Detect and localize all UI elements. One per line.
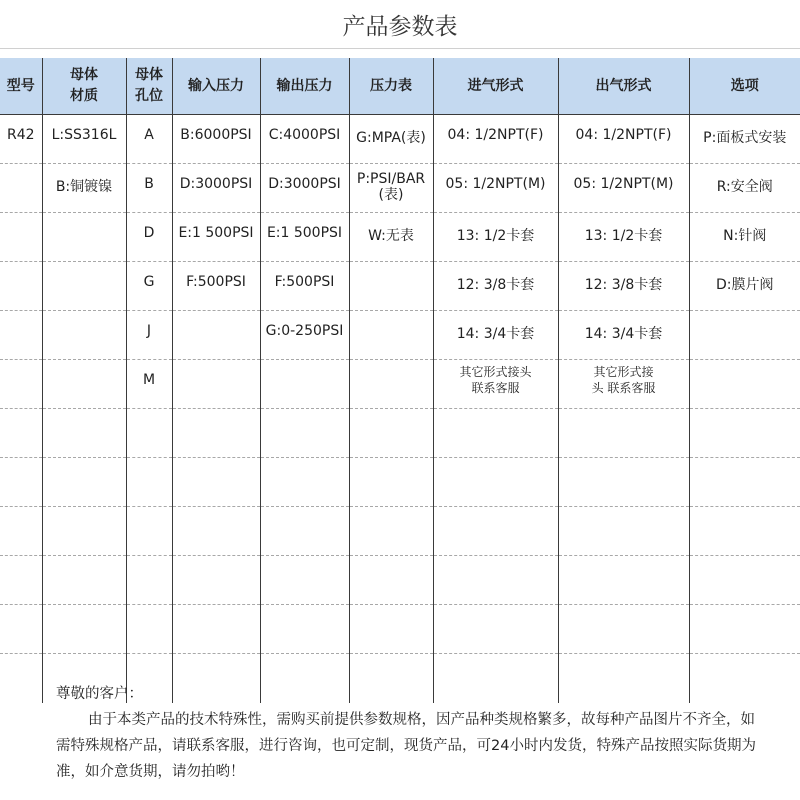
table-row [0, 213, 800, 262]
cell-gauge: W:无表 [349, 213, 433, 262]
cell-gauge [349, 605, 433, 654]
cell-output-pressure: G:0-250PSI [260, 311, 349, 360]
cell-options: N:针阀 [689, 213, 800, 262]
cell-inlet-type: 13: 1/2卡套 [433, 213, 558, 262]
cell-outlet-type: 05: 1/2NPT(M) [558, 164, 689, 213]
cell-gauge [349, 409, 433, 458]
cell-gauge [349, 360, 433, 409]
cell-model [0, 458, 42, 507]
cell-gauge: P:PSI/BAR (表) [349, 164, 433, 213]
table-row [0, 605, 800, 654]
cell-outlet-type: 12: 3/8卡套 [558, 262, 689, 311]
header-body-ports: 母体孔位 [126, 58, 172, 115]
cell-inlet-type [433, 409, 558, 458]
table-row [0, 409, 800, 458]
cell-outlet-type [558, 458, 689, 507]
cell-options [689, 556, 800, 605]
cell-body-ports [126, 458, 172, 507]
cell-input-pressure: D:3000PSI [172, 164, 260, 213]
cell-output-pressure [260, 507, 349, 556]
cell-input-pressure: F:500PSI [172, 262, 260, 311]
cell-input-pressure [172, 409, 260, 458]
cell-output-pressure [260, 556, 349, 605]
cell-inlet-type [433, 458, 558, 507]
cell-options [689, 311, 800, 360]
cell-output-pressure: D:3000PSI [260, 164, 349, 213]
cell-output-pressure [260, 605, 349, 654]
cell-model [0, 654, 42, 703]
table-row [0, 115, 800, 164]
cell-output-pressure [260, 458, 349, 507]
cell-body-material [42, 311, 126, 360]
cell-body-material [42, 507, 126, 556]
cell-body-material [42, 213, 126, 262]
cell-options: P:面板式安装 [689, 115, 800, 164]
cell-body-material [42, 360, 126, 409]
cell-output-pressure: E:1 500PSI [260, 213, 349, 262]
cell-output-pressure: F:500PSI [260, 262, 349, 311]
cell-body-ports [126, 409, 172, 458]
cell-body-ports [126, 507, 172, 556]
cell-model [0, 262, 42, 311]
cell-gauge [349, 458, 433, 507]
cell-outlet-type: 14: 3/4卡套 [558, 311, 689, 360]
cell-options [689, 360, 800, 409]
cell-options [689, 507, 800, 556]
table-row [0, 556, 800, 605]
cell-body-material [42, 409, 126, 458]
cell-inlet-type: 14: 3/4卡套 [433, 311, 558, 360]
cell-body-material [42, 262, 126, 311]
cell-body-ports: D [126, 213, 172, 262]
cell-body-material [42, 605, 126, 654]
cell-input-pressure [172, 360, 260, 409]
cell-body-ports: G [126, 262, 172, 311]
cell-inlet-type: 12: 3/8卡套 [433, 262, 558, 311]
cell-body-material: B:铜镀镍 [42, 164, 126, 213]
cell-body-ports [126, 556, 172, 605]
cell-model [0, 164, 42, 213]
cell-inlet-type [433, 507, 558, 556]
cell-outlet-type: 04: 1/2NPT(F) [558, 115, 689, 164]
cell-input-pressure: B:6000PSI [172, 115, 260, 164]
cell-gauge [349, 311, 433, 360]
cell-outlet-type [558, 605, 689, 654]
cell-model: R42 [0, 115, 42, 164]
table-row [0, 458, 800, 507]
table-row [0, 360, 800, 409]
cell-body-material [42, 458, 126, 507]
cell-options: D:膜片阀 [689, 262, 800, 311]
cell-input-pressure [172, 311, 260, 360]
cell-model [0, 556, 42, 605]
header-options: 选项 [689, 58, 800, 115]
cell-outlet-type: 13: 1/2卡套 [558, 213, 689, 262]
notice-greeting: 尊敬的客户： [56, 686, 143, 702]
title-spacer [0, 49, 800, 58]
cell-output-pressure [260, 409, 349, 458]
cell-options: R:安全阀 [689, 164, 800, 213]
cell-body-ports: B [126, 164, 172, 213]
table-header-row [0, 58, 800, 115]
cell-inlet-type: 04: 1/2NPT(F) [433, 115, 558, 164]
cell-body-material: L:SS316L [42, 115, 126, 164]
cell-model [0, 409, 42, 458]
header-gauge: 压力表 [349, 58, 433, 115]
cell-output-pressure: C:4000PSI [260, 115, 349, 164]
cell-inlet-type [433, 605, 558, 654]
cell-outlet-type [558, 409, 689, 458]
cell-input-pressure [172, 605, 260, 654]
cell-outlet-type [558, 507, 689, 556]
cell-body-ports: J [126, 311, 172, 360]
cell-gauge: G:MPA(表) [349, 115, 433, 164]
cell-model [0, 605, 42, 654]
cell-model [0, 507, 42, 556]
cell-body-material [42, 556, 126, 605]
cell-input-pressure [172, 507, 260, 556]
cell-inlet-type [433, 556, 558, 605]
cell-output-pressure [260, 360, 349, 409]
cell-outlet-type [558, 556, 689, 605]
cell-model [0, 360, 42, 409]
header-body-material: 母体材质 [42, 58, 126, 115]
cell-gauge [349, 507, 433, 556]
cell-input-pressure [172, 458, 260, 507]
cell-model [0, 213, 42, 262]
cell-outlet-type: 其它形式接头 联系客服 [558, 360, 689, 409]
page-title: 产品参数表 [0, 0, 800, 49]
spec-table [0, 58, 800, 703]
cell-gauge [349, 556, 433, 605]
table-row [0, 262, 800, 311]
table-row [0, 164, 800, 213]
cell-input-pressure [172, 556, 260, 605]
header-input-pressure: 输入压力 [172, 58, 260, 115]
header-model: 型号 [0, 58, 42, 115]
cell-model [0, 311, 42, 360]
customer-notice [56, 681, 766, 785]
notice-body: 由于本类产品的技术特殊性，需购买前提供参数规格，因产品种类规格繁多，故每种产品图片不齐全，如需特殊规格产品，请联系客服，进行咨询，也可定制，现货产品，可24小时内发货，特殊产品按照实际货期为准，如介意货期，请勿拍哟！ [56, 712, 756, 780]
table-row [0, 507, 800, 556]
cell-inlet-type: 其它形式接头 联系客服 [433, 360, 558, 409]
cell-options [689, 458, 800, 507]
cell-body-ports: A [126, 115, 172, 164]
header-output-pressure: 输出压力 [260, 58, 349, 115]
cell-options [689, 605, 800, 654]
table-row [0, 311, 800, 360]
cell-body-ports: M [126, 360, 172, 409]
cell-gauge [349, 262, 433, 311]
cell-inlet-type: 05: 1/2NPT(M) [433, 164, 558, 213]
header-inlet-type: 进气形式 [433, 58, 558, 115]
cell-body-ports [126, 605, 172, 654]
header-outlet-type: 出气形式 [558, 58, 689, 115]
cell-options [689, 409, 800, 458]
cell-input-pressure: E:1 500PSI [172, 213, 260, 262]
